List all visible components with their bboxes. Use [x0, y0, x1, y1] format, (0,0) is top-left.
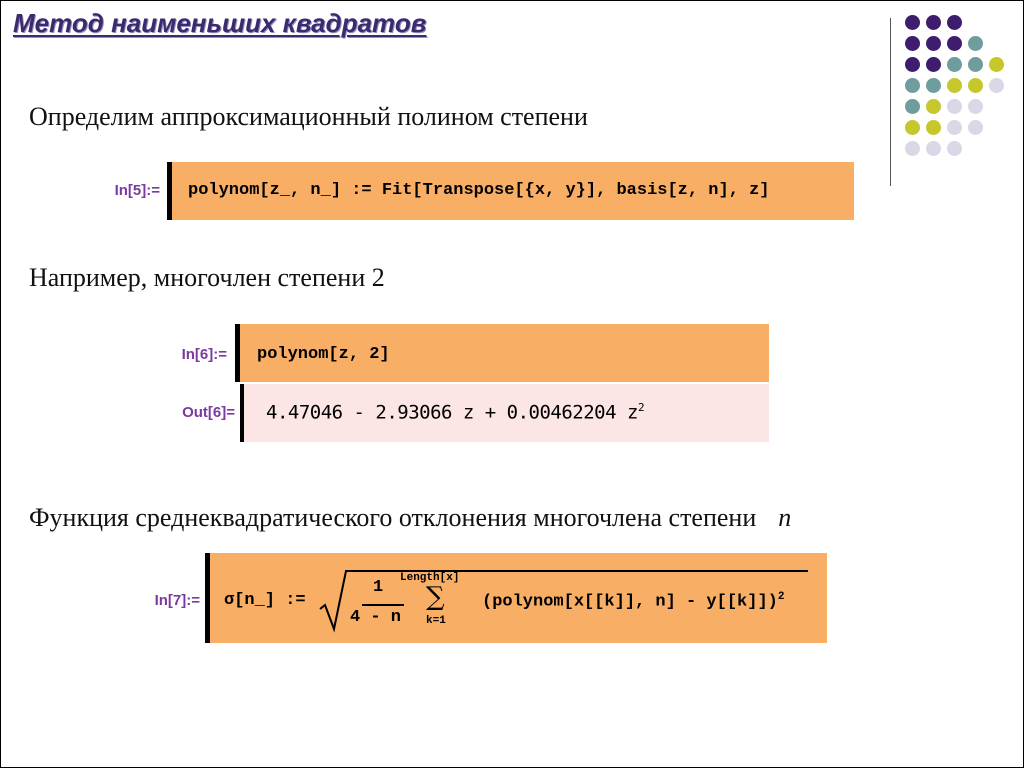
- decorative-dot: [926, 78, 941, 93]
- output-polynomial: 4.47046 - 2.93066 z + 0.00462204 z: [266, 401, 638, 424]
- decorative-divider: [890, 18, 891, 186]
- cell-label-out6: Out[6]=: [182, 404, 235, 421]
- decorative-dot: [968, 57, 983, 72]
- decorative-dot: [947, 99, 962, 114]
- decorative-dot: [947, 15, 962, 30]
- decorative-dot: [905, 78, 920, 93]
- slide-title: Метод наименьших квадратов: [13, 8, 427, 38]
- decorative-dot: [905, 141, 920, 156]
- cell-label-in5: In[5]:=: [114, 182, 160, 199]
- output-exponent: 2: [637, 401, 645, 414]
- output-expression: [266, 401, 644, 423]
- input-cell-in5[interactable]: [172, 162, 854, 220]
- decorative-dot: [989, 57, 1004, 72]
- decorative-dot: [947, 120, 962, 135]
- decorative-dot: [905, 99, 920, 114]
- decorative-dot: [947, 78, 962, 93]
- decorative-dot: [926, 99, 941, 114]
- cell-label-in6: In[6]:=: [181, 346, 227, 363]
- sum-upper-limit: Length[x]: [400, 572, 460, 584]
- paragraph-rms-function: [29, 503, 791, 533]
- output-cell-out6: [244, 384, 769, 442]
- code-in6: polynom[z, 2]: [257, 345, 390, 364]
- decorative-dot: [968, 78, 983, 93]
- input-cell-in6[interactable]: [240, 324, 769, 382]
- summand-text: (polynom[x[[k]], n] - y[[k]]): [482, 592, 778, 612]
- paragraph-define-polynomial: Определим аппроксимационный полином степени: [29, 102, 588, 131]
- sum-lower-limit: k=1: [426, 615, 446, 627]
- decorative-dot: [905, 57, 920, 72]
- input-cell-in7[interactable]: [210, 553, 827, 643]
- decorative-dot: [968, 36, 983, 51]
- decorative-dot: [905, 15, 920, 30]
- fraction-denominator: 4 - n: [350, 608, 402, 627]
- decorative-dot: [968, 99, 983, 114]
- decorative-dot: [926, 141, 941, 156]
- variable-n: n: [778, 503, 792, 532]
- paragraph-example: Например, многочлен степени 2: [29, 263, 385, 292]
- cell-label-in7: In[7]:=: [154, 592, 200, 609]
- decorative-dot: [926, 57, 941, 72]
- decorative-dot-grid: [905, 15, 1015, 165]
- decorative-dot: [968, 120, 983, 135]
- fraction-numerator: 1: [373, 578, 384, 597]
- decorative-dot: [947, 141, 962, 156]
- code-in5: polynom[z_, n_] := Fit[Transpose[{x, y}], basis[z, n], z]: [188, 181, 770, 200]
- code-in7-lhs: σ[n_] :=: [224, 591, 306, 610]
- decorative-dot: [926, 120, 941, 135]
- decorative-dot: [989, 78, 1004, 93]
- decorative-dot: [926, 15, 941, 30]
- decorative-dot: [947, 57, 962, 72]
- decorative-dot: [947, 36, 962, 51]
- summand-expression: [482, 591, 784, 612]
- paragraph-rms-text: Функция среднеквадратического отклонения многочлена степени: [29, 503, 757, 532]
- summand-exponent: 2: [777, 591, 785, 603]
- sum-symbol: ∑: [426, 582, 445, 612]
- decorative-dot: [926, 36, 941, 51]
- decorative-dot: [905, 36, 920, 51]
- decorative-dot: [905, 120, 920, 135]
